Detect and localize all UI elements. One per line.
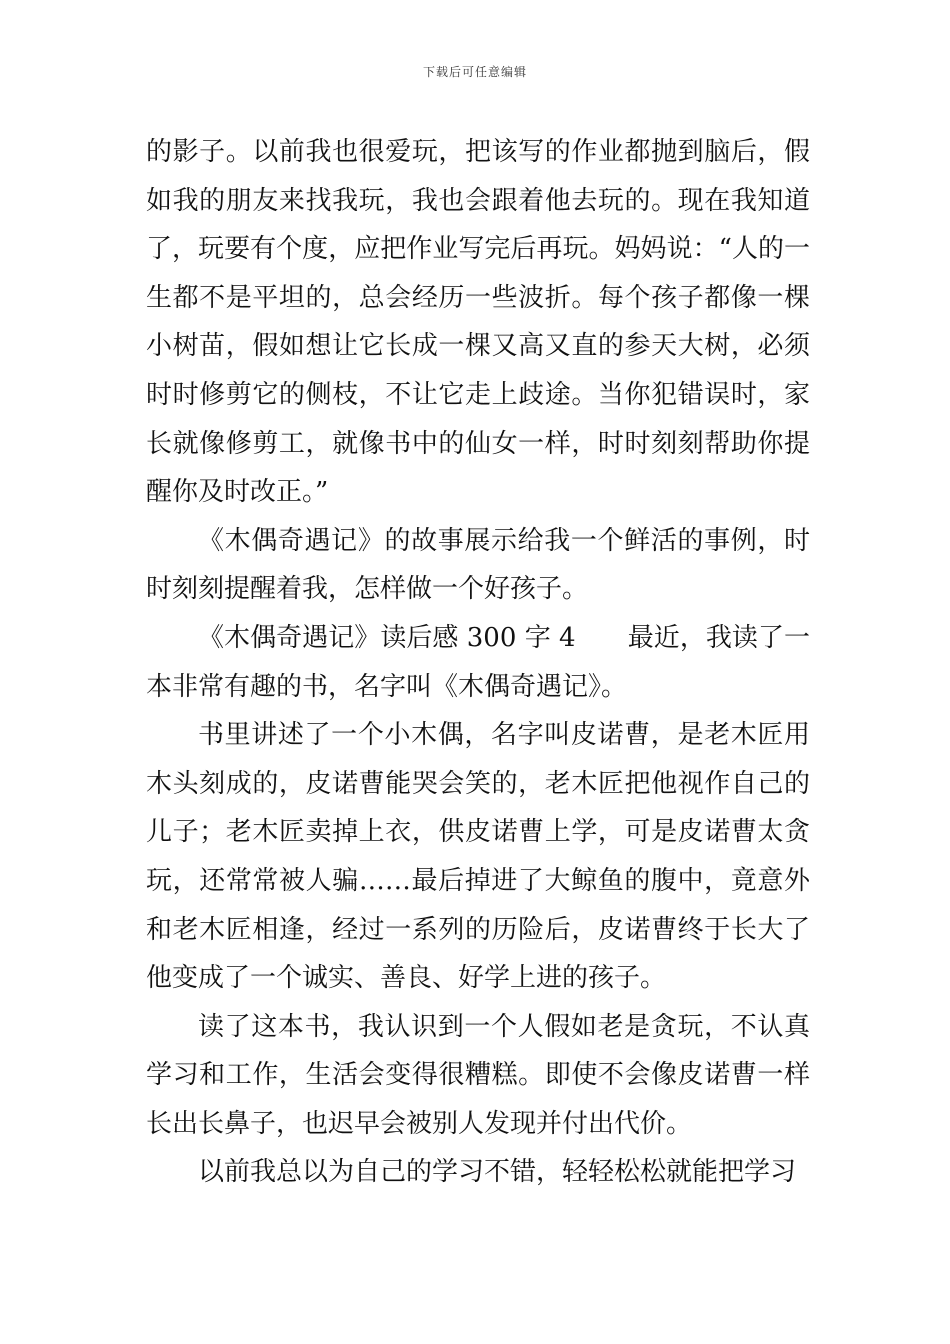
paragraph-2: 《木偶奇遇记》的故事展示给我一个鲜活的事例，时时刻刻提醒着我，怎样做一个好孩子。 [146, 525, 810, 605]
paragraph-3: 《木偶奇遇记》读后感 300 字 4 最近，我读了一本非常有趣的书，名字叫《木偶奇遇记》。 [146, 622, 810, 702]
paragraph-5: 读了这本书，我认识到一个人假如老是贪玩，不认真学习和工作，生活会变得很糟糕。即使不会像皮诺曹一样长出长鼻子，也迟早会被别人发现并付出代价。 [146, 1011, 810, 1139]
paragraph-4: 书里讲述了一个小木偶，名字叫皮诺曹，是老木匠用木头刻成的，皮诺曹能哭会笑的，老木匠把他视作自己的儿子；老木匠卖掉上衣，供皮诺曹上学，可是皮诺曹太贪玩，还常常被人骗……最后掉进了大鲸鱼的腹中，竟意外和老木匠相逢，经过一系列的历险后，皮诺曹终于长大了他变成了一个诚实、善良、好学上进的孩子。 [146, 720, 810, 994]
paragraph-6: 以前我总以为自己的学习不错，轻轻松松就能把学习 [198, 1157, 797, 1188]
paragraph-1: 的影子。以前我也很爱玩，把该写的作业都抛到脑后，假如我的朋友来找我玩，我也会跟着他去玩的。现在我知道了，玩要有个度，应把作业写完后再玩。妈妈说：“人的一生都不是平坦的，总会经历一些波折。每个孩子都像一棵小树苗，假如想让它长成一棵又高又直的参天大树，必须时时修剪它的侧枝，不让它走上歧途。当你犯错误时，家长就像修剪工，就像书中的仙女一样，时时刻刻帮助你提醒你及时改正。” [146, 137, 810, 508]
page-header: 下载后可任意编辑 [422, 65, 527, 79]
document-body [146, 128, 810, 1197]
